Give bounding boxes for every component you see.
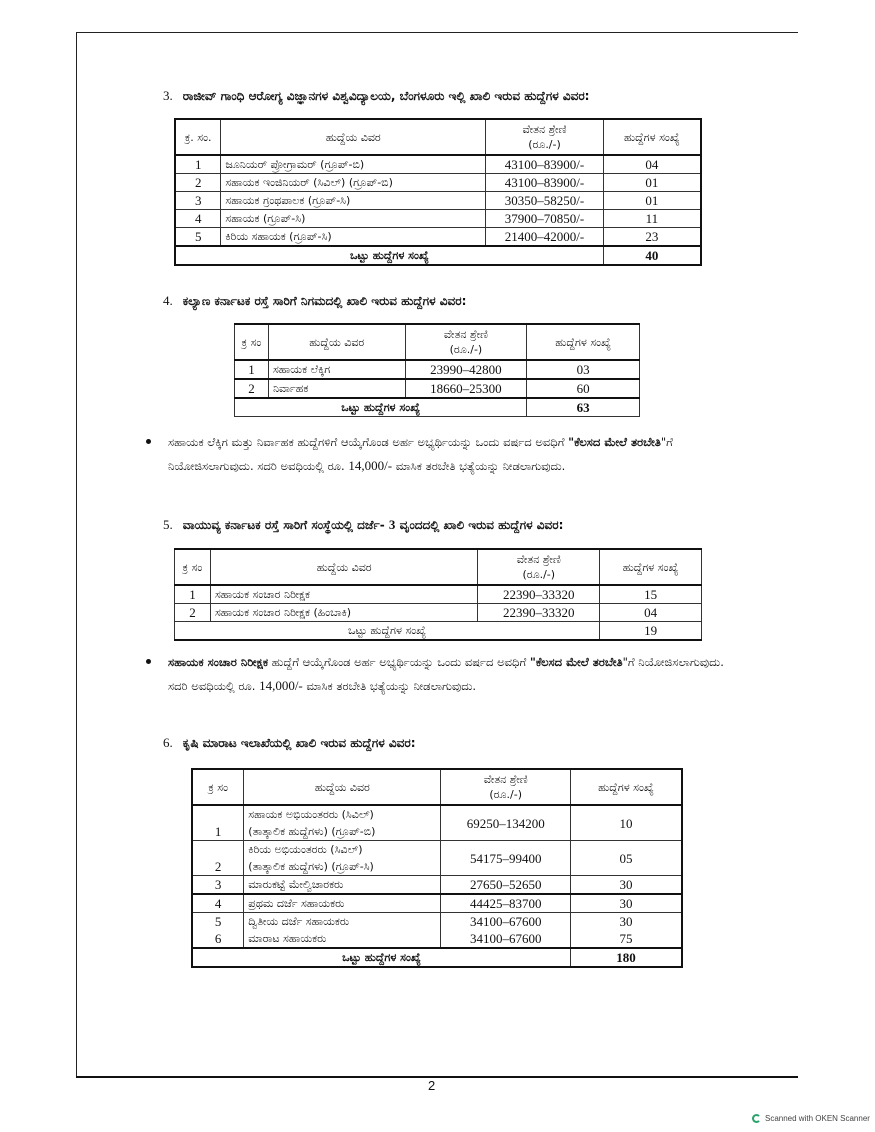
header-sno: ಕ್ರ ಸಂ: [192, 769, 244, 805]
table-row: 1 ಜೂನಿಯರ್ ಪ್ರೋಗ್ರಾಮರ್ (ಗ್ರೂಪ್-ಬಿ) 43100–83900/- 04: [175, 155, 701, 174]
table-total-row: ಒಟ್ಟು ಹುದ್ದೆಗಳ ಸಂಖ್ಯೆ 19: [175, 622, 702, 641]
page-number: 2: [428, 1078, 436, 1093]
bullet-icon: [146, 439, 151, 444]
header-post: ಹುದ್ದೆಯ ವಿವರ: [268, 324, 405, 360]
scanner-logo-icon: [752, 1114, 761, 1123]
header-post: ಹುದ್ದೆಯ ವಿವರ: [221, 119, 486, 155]
scanner-watermark: Scanned with OKEN Scanner: [752, 1114, 870, 1123]
header-sno: ಕ್ರ ಸಂ: [235, 324, 269, 360]
vacancy-table-nwkrtc: [174, 548, 702, 641]
section-5-heading: 5. ವಾಯುವ್ಯ ಕರ್ನಾಟಕ ರಸ್ತೆ ಸಾರಿಗೆ ಸಂಸ್ಥೆಯಲ್ಲಿ ದರ್ಜೆ- 3 ವೃಂದದಲ್ಲಿ ಖಾಲಿ ಇರುವ ಹುದ್ದೆಗಳ ವಿವರ:: [163, 517, 564, 532]
bullet-icon: [146, 659, 151, 664]
table-row: 2 ಕಿರಿಯ ಅಭಿಯಂತರರು (ಸಿವಿಲ್) (ತಾತ್ಕಾಲಿಕ ಹುದ್ದೆಗಳು) (ಗ್ರೂಪ್-ಸಿ) 54175–99400 05: [192, 841, 682, 876]
header-pay: ವೇತನ ಶ್ರೇಣಿ (ರೂ./-): [486, 119, 604, 155]
section-3-heading: [163, 88, 589, 104]
page-border-top: [76, 32, 798, 33]
table-row: 6 ಮಾರಾಟ ಸಹಾಯಕರು 34100–67600 75: [192, 930, 682, 948]
vacancy-table-agri-marketing: [191, 768, 683, 968]
header-pay: ವೇತನ ಶ್ರೇಣಿ (ರೂ./-): [405, 324, 527, 360]
table-total-row: ಒಟ್ಟು ಹುದ್ದೆಗಳ ಸಂಖ್ಯೆ 180: [192, 948, 682, 967]
table-row: 4 ಪ್ರಥಮ ದರ್ಜೆ ಸಹಾಯಕರು 44425–83700 30: [192, 894, 682, 913]
header-pay: ವೇತನ ಶ್ರೇಣಿ (ರೂ./-): [478, 549, 600, 585]
table-row: 1 ಸಹಾಯಕ ಸಂಚಾರ ನಿರೀಕ್ಷಕ 22390–33320 15: [175, 585, 702, 604]
table-total-row: ಒಟ್ಟು ಹುದ್ದೆಗಳ ಸಂಖ್ಯೆ 63: [235, 398, 640, 417]
section-6-heading: 6. ಕೃಷಿ ಮಾರಾಟ ಇಲಾಖೆಯಲ್ಲಿ ಖಾಲಿ ಇರುವ ಹುದ್ದೆಗಳ ವಿವರ:: [163, 735, 416, 750]
table-row: 1 ಸಹಾಯಕ ಅಭಿಯಂತರರು (ಸಿವಿಲ್) (ತಾತ್ಕಾಲಿಕ ಹುದ್ದೆಗಳು) (ಗ್ರೂಪ್-ಬಿ) 69250–134200 10: [192, 805, 682, 841]
page-border-left: [76, 32, 77, 1078]
header-count: ಹುದ್ದೆಗಳ ಸಂಖ್ಯೆ: [570, 769, 682, 805]
table-row: 5 ಕಿರಿಯ ಸಹಾಯಕ (ಗ್ರೂಪ್-ಸಿ) 21400–42000/- 23: [175, 228, 701, 247]
note-nwkrtc-training: ಸಹಾಯಕ ಸಂಚಾರ ನಿರೀಕ್ಷಕ ಹುದ್ದೆಗೆ ಆಯ್ಕೆಗೊಂಡ ಅರ್ಹ ಅಭ್ಯರ್ಥಿಯನ್ನು ಒಂದು ವರ್ಷದ ಅವಧಿಗೆ "ಕೆಲಸದ ಮೇಲೆ ತರಬೇತಿ"ಗೆ ನಿಯೋಜಿಸಲಾಗುವುದು. ಸದರಿ ಅವಧಿಯಲ್ಲಿ ರೂ. 14,000/- ಮಾಸಿಕ ತರಬೇತಿ ಭತ್ಯೆಯನ್ನು ನೀಡಲಾಗುವುದು.: [168, 650, 736, 698]
table-total-row: ಒಟ್ಟು ಹುದ್ದೆಗಳ ಸಂಖ್ಯೆ 40: [175, 246, 701, 265]
table-row: 1 ಸಹಾಯಕ ಲೆಕ್ಕಿಗ 23990–42800 03: [235, 360, 640, 379]
note-kkrtc-training: ಸಹಾಯಕ ಲೆಕ್ಕಿಗ ಮತ್ತು ನಿರ್ವಾಹಕ ಹುದ್ದೆಗಳಿಗೆ ಆಯ್ಕೆಗೊಂಡ ಅರ್ಹ ಅಭ್ಯರ್ಥಿಯನ್ನು ಒಂದು ವರ್ಷದ ಅವಧಿಗೆ "ಕೆಲಸದ ಮೇಲೆ ತರಬೇತಿ"ಗೆ ನಿಯೋಜಿಸಲಾಗುವುದು. ಸದರಿ ಅವಧಿಯಲ್ಲಿ ರೂ. 14,000/- ಮಾಸಿಕ ತರಬೇತಿ ಭತ್ಯೆಯನ್ನು ನೀಡಲಾಗುವುದು.: [168, 430, 736, 478]
header-post: ಹುದ್ದೆಯ ವಿವರ: [244, 769, 441, 805]
vacancy-table-kkrtc: [234, 323, 640, 417]
header-sno: ಕ್ರ. ಸಂ.: [175, 119, 221, 155]
header-count: ಹುದ್ದೆಗಳ ಸಂಖ್ಯೆ: [600, 549, 702, 585]
header-count: ಹುದ್ದೆಗಳ ಸಂಖ್ಯೆ: [527, 324, 640, 360]
header-post: ಹುದ್ದೆಯ ವಿವರ: [210, 549, 477, 585]
table-row: 2 ಸಹಾಯಕ ಇಂಜಿನಿಯರ್ (ಸಿವಿಲ್) (ಗ್ರೂಪ್-ಬಿ) 43100–83900/- 01: [175, 174, 701, 192]
table-row: 4 ಸಹಾಯಕ (ಗ್ರೂಪ್-ಸಿ) 37900–70850/- 11: [175, 210, 701, 228]
table-row: 5 ದ್ವಿತೀಯ ದರ್ಜೆ ಸಹಾಯಕರು 34100–67600 30: [192, 913, 682, 931]
section-4-heading: 4. ಕಲ್ಯಾಣ ಕರ್ನಾಟಕ ರಸ್ತೆ ಸಾರಿಗೆ ನಿಗಮದಲ್ಲಿ ಖಾಲಿ ಇರುವ ಹುದ್ದೆಗಳ ವಿವರ:: [163, 293, 467, 308]
page-border-bottom: [76, 1076, 798, 1078]
section-title: ರಾಜೀವ್ ಗಾಂಧಿ ಆರೋಗ್ಯ ವಿಜ್ಞಾನಗಳ ವಿಶ್ವವಿದ್ಯಾಲಯ, ಬೆಂಗಳೂರು ಇಲ್ಲಿ ಖಾಲಿ ಇರುವ ಹುದ್ದೆಗಳ ವಿವರ:: [182, 89, 590, 103]
vacancy-table-rguhs: [174, 118, 702, 266]
header-pay: ವೇತನ ಶ್ರೇಣಿ (ರೂ./-): [441, 769, 570, 805]
table-row: 3 ಸಹಾಯಕ ಗ್ರಂಥಪಾಲಕ (ಗ್ರೂಪ್-ಸಿ) 30350–58250/- 01: [175, 192, 701, 210]
header-sno: ಕ್ರ ಸಂ: [175, 549, 211, 585]
header-count: ಹುದ್ದೆಗಳ ಸಂಖ್ಯೆ: [603, 119, 701, 155]
section-number: 3.: [163, 88, 173, 103]
table-row: 2 ಸಹಾಯಕ ಸಂಚಾರ ನಿರೀಕ್ಷಕ (ಹಿಂಬಾಕಿ) 22390–33320 04: [175, 604, 702, 622]
table-row: 2 ನಿರ್ವಾಹಕ 18660–25300 60: [235, 379, 640, 398]
table-row: 3 ಮಾರುಕಟ್ಟೆ ಮೇಲ್ವಿಚಾರಕರು 27650–52650 30: [192, 876, 682, 895]
